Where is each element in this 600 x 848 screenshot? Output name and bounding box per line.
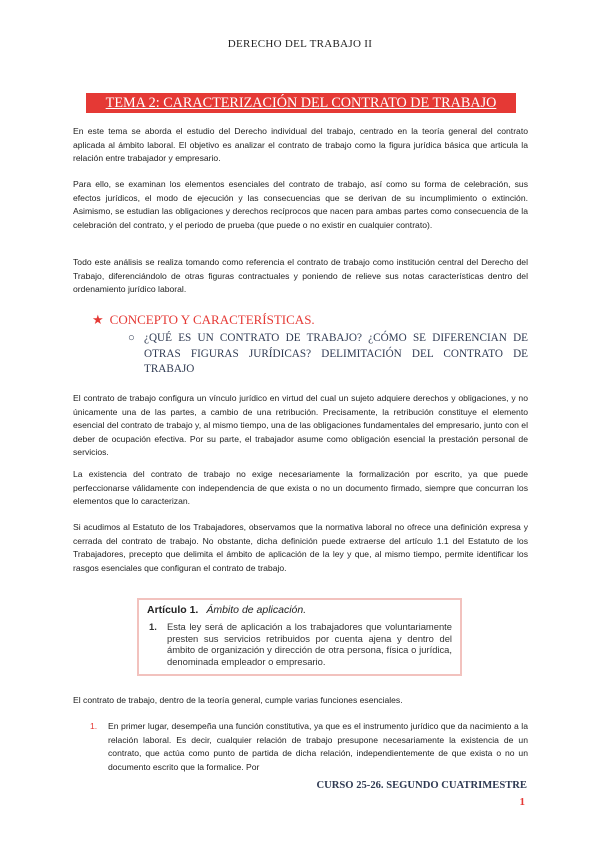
article-body: [147, 621, 452, 667]
body-paragraph-2: La existencia del contrato de trabajo no exige necesariamente la formalización por escrito, ya que puede perfeccionarse válidamente con independencia de que exista o no un documento firmado, siempre que concurran los elementos que lo caracterizan.: [73, 469, 528, 507]
section-title: CONCEPTO Y CARACTERÍSTICAS.: [109, 312, 315, 327]
list-item-text: En primer lugar, desempeña una función constitutiva, ya que es el instrumento jurídico que da nacimiento a la relación laboral. Es decir, cualquier relación de trabajo presupone necesariamente la existencia de un contrato, que actúa como punto de partida de dicha relación, independientemente de que exista o no un documento escrito que la formalice. Por: [108, 721, 528, 772]
section-heading: [92, 312, 315, 328]
article-name: Ámbito de aplicación.: [206, 604, 307, 616]
intro-paragraph-1: En este tema se aborda el estudio del Derecho individual del trabajo, centrado en la teoría general del contrato aplicada al ámbito laboral. El objetivo es analizar el contrato de trabajo como la figura jurídica básica que articula la relación entre trabajador y empresario.: [73, 126, 528, 164]
topic-title: TEMA 2: CARACTERIZACIÓN DEL CONTRATO DE TRABAJO: [86, 93, 516, 113]
footer-course: CURSO 25-26. SEGUNDO CUATRIMESTRE: [316, 780, 527, 791]
article-heading: [147, 604, 452, 616]
body-paragraph-3: Si acudimos al Estatuto de los Trabajadores, observamos que la normativa laboral no ofrece una definición expresa y cerrada del contrato de trabajo. No obstante, dicha definición puede extraerse del artículo 1.1 del Estatuto de los Trabajadores, precepto que delimita el ámbito de aplicación de la ley y que, al mismo tiempo, permite identificar los rasgos esenciales que configuran el contrato de trabajo.: [73, 522, 528, 573]
list-item-number: 1.: [90, 721, 98, 731]
star-icon: ★: [92, 312, 104, 327]
running-header: DERECHO DEL TRABAJO II: [227, 38, 373, 50]
article-item-number: 1.: [149, 621, 157, 632]
article-number: Artículo 1.: [147, 604, 199, 616]
article-text: Esta ley será de aplicación a los trabajadores que voluntariamente presten sus servicios retribuidos por cuenta ajena y dentro del ámbito de organización y dirección de otra persona, física o jurídica, denominada empleador o empresario.: [167, 621, 452, 667]
subsection-heading: [128, 331, 528, 378]
intro-paragraph-2: Para ello, se examinan los elementos esenciales del contrato de trabajo, así como su forma de celebración, sus efectos jurídicos, el modo de ejecución y las consecuencias que se derivan de su incumplimiento o extinción. Asimismo, se estudian las obligaciones y derechos recíprocos que nacen para ambas partes como consecuencia de la celebración del contrato, y el periodo de prueba (que puede o no existir en cualquier contrato).: [73, 179, 528, 230]
article-excerpt: [137, 598, 462, 676]
body-paragraph-1: El contrato de trabajo configura un vínculo jurídico en virtud del cual un sujeto adquiere derechos y obligaciones, y no únicamente una de las partes, a cambio de una retribución. Precisamente, la retribución constituye el elemento esencial del contrato de trabajo y, al mismo tiempo, una de las obligaciones fundamentales del empresario, junto con el deber de ocupación efectiva. Por su parte, el trabajador asume como obligación esencial la prestación personal de servicios.: [73, 393, 528, 458]
list-item: [90, 720, 528, 774]
intro-paragraph-3: Todo este análisis se realiza tomando como referencia el contrato de trabajo como institución central del Derecho del Trabajo, diferenciándolo de otras figuras contractuales y poniendo de relieve sus notas características dentro del ordenamiento jurídico laboral.: [73, 257, 528, 295]
circle-bullet-icon: ○: [128, 332, 135, 344]
page-number: 1: [519, 796, 525, 808]
functions-intro: El contrato de trabajo, dentro de la teoría general, cumple varias funciones esenciales.: [73, 695, 403, 705]
subsection-title: ¿QUÉ ES UN CONTRATO DE TRABAJO? ¿CÓMO SE DIFERENCIAN DE OTRAS FIGURAS JURÍDICAS? DELIMITACIÓN DEL CONTRATO DE TRABAJO: [144, 332, 528, 375]
